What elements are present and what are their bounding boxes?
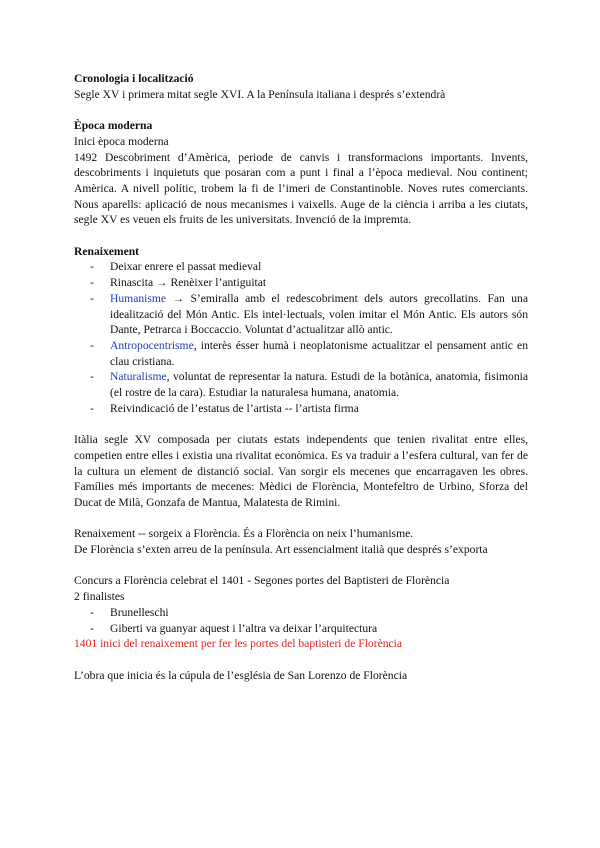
heading-epoca-moderna: Època moderna — [74, 119, 153, 133]
list-item-text: , voluntat de representar la natura. Estudi de la botànica, anatomia, fisimonia (el rostre de la cara). Estudiar la naturalesa humana, anatomia. — [110, 370, 528, 400]
heading-renaixement: Renaixement — [74, 244, 140, 258]
finalistes-list — [74, 605, 528, 636]
epoca-subtitle: Inici època moderna — [74, 134, 169, 148]
list-item-text: Reivindicació de l’estatus de l’artista -- l’artista firma — [110, 401, 359, 415]
list-item — [74, 621, 528, 637]
spacer — [74, 102, 528, 118]
list-item — [74, 275, 528, 291]
highlight-antropocentrisme: Antropocentrisme — [110, 338, 194, 352]
list-item — [74, 338, 528, 369]
list-item-text: Deixar enrere el passat medieval — [110, 260, 262, 274]
finalistes-line: 2 finalistes — [74, 590, 125, 604]
list-item — [74, 605, 528, 621]
spacer — [74, 511, 528, 527]
spacer — [74, 558, 528, 574]
highlight-naturalisme: Naturalisme — [110, 370, 167, 384]
renaixement-start-note: 1401 inici del renaixement per fer les portes del baptisteri de Florència — [74, 637, 403, 651]
list-item-text: Brunelleschi — [110, 605, 169, 619]
cronologia-text: Segle XV i primera mitat segle XVI. A la Península italiana i després s’extendrà — [74, 87, 446, 101]
list-item-text: → S’emiralla amb el redescobriment dels autors grecollatins. Fan una idealització del Món Antic. Els intel·lectuals, volen imitar el Món Antic. Els autors són Dante, Petrarca i Boccaccio. Voluntat d’actualitzar allò antic. — [110, 291, 528, 337]
list-item — [74, 369, 528, 400]
spacer — [74, 416, 528, 432]
highlight-humanisme: Humanisme — [110, 291, 167, 305]
spacer — [74, 228, 528, 244]
heading-cronologia: Cronologia i localització — [74, 72, 194, 85]
list-item-text: Rinascita → Renèixer l’antiguitat — [110, 276, 267, 290]
florencia-line-1: Renaixement -- sorgeix a Florència. És a Florència on neix l’humanisme. — [74, 527, 414, 541]
spacer — [74, 652, 528, 668]
closing-line: L’obra que inicia és la cúpula de l’església de San Lorenzo de Florència — [74, 668, 408, 682]
list-item — [74, 291, 528, 338]
list-item-text: Giberti va guanyar aquest i l’altra va deixar l’arquitectura — [110, 621, 378, 635]
document-body — [74, 71, 528, 683]
epoca-paragraph: 1492 Descobriment d’Amèrica, periode de canvis i transformacions importants. Invents, descobriments i inquietuts que posaran com a punt i final a l’època medieval. Nou continent; Amèrica. A nivell polític, trobem la fi de l’imeri de Constantinoble. Noves rutes comerciants. Nous aparells: aplicació de nous mecanismes i vaixells. Auge de la ciència i arriba a les ciutats, segle XV es veuen els fruits de les universitats. Invenció de la impremta. — [74, 150, 528, 227]
italia-paragraph: Itàlia segle XV composada per ciutats estats independents que tenien rivalitat entre elles, competien entre elles i existia una rivalitat econòmica. Es va traduir a l’esfera cultural, van fer de la cultura un element de distanció social. Van sorgir els mecenes que encarragaven les obres. Famílies més importants de mecenes: Mèdici de Florència, Montefeltro de Urbino, Sforza del Ducat de Milà, Gonzafa de Mantua, Malatesta de Rimini. — [74, 433, 528, 509]
concurs-line: Concurs a Florència celebrat el 1401 - Segones portes del Baptisteri de Florència — [74, 574, 450, 588]
list-item-text: , interès ésser humà i neoplatonisme actualitzar el pensament antic en clau cristiana. — [110, 338, 528, 368]
florencia-line-2: De Florència s’exten arreu de la península. Art essencialment italià que després s’exporta — [74, 543, 488, 557]
list-item — [74, 401, 528, 417]
list-item — [74, 259, 528, 275]
renaixement-list — [74, 259, 528, 416]
